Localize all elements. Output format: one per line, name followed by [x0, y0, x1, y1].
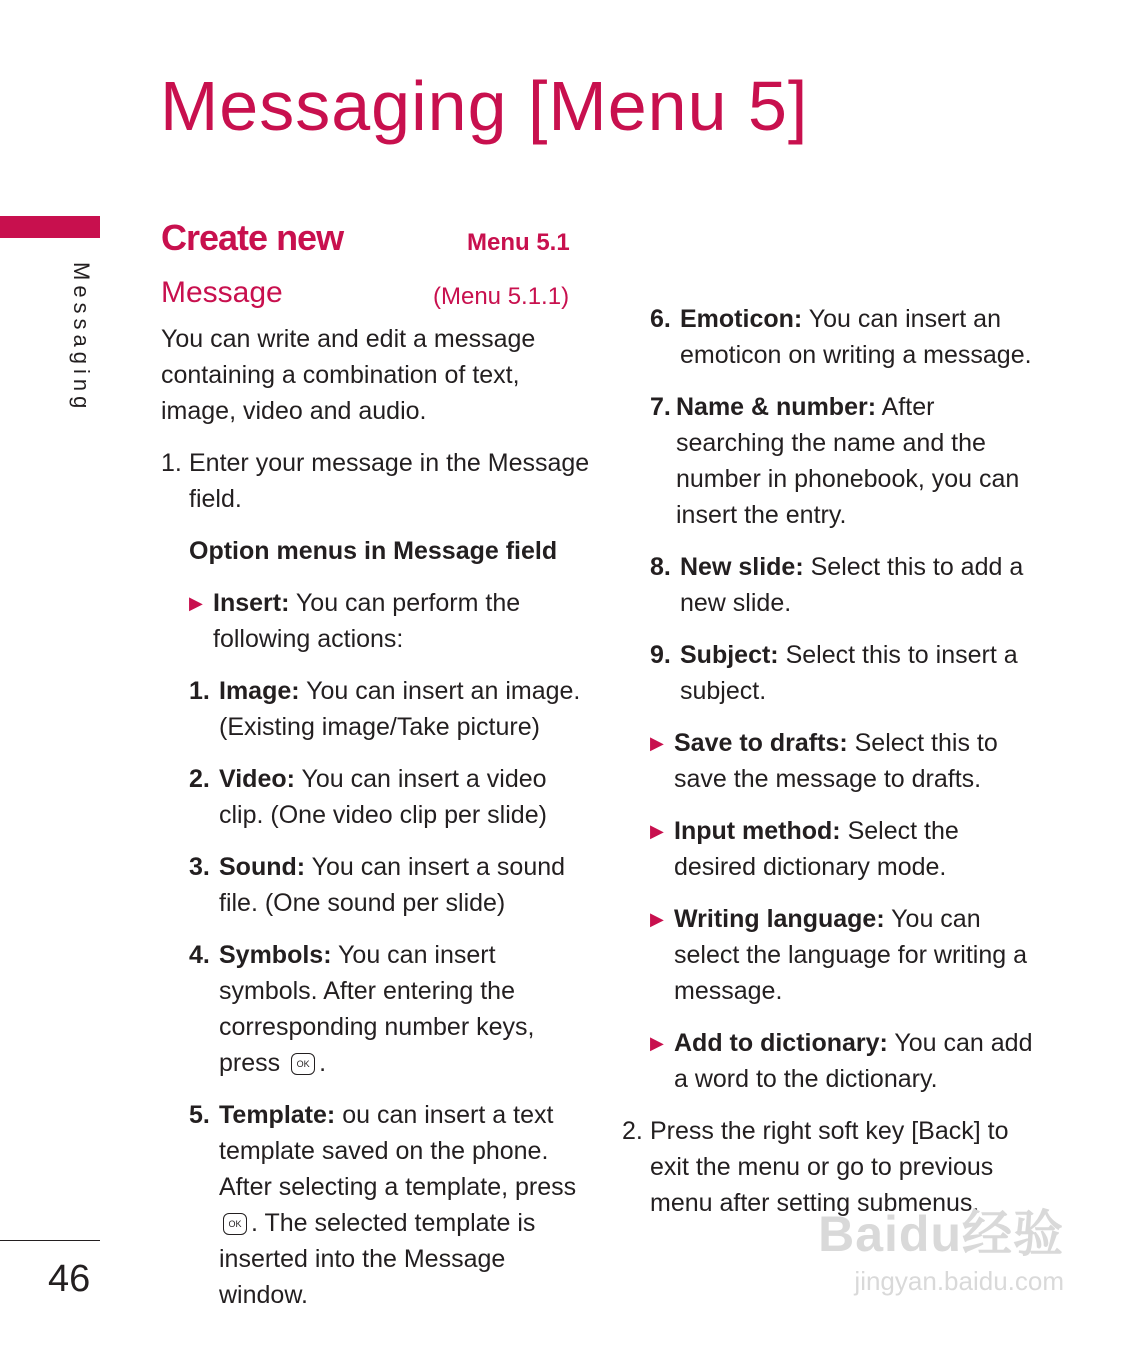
item-label: Emoticon: — [680, 305, 803, 333]
item-number: 3. — [189, 853, 210, 881]
insert-item-subject — [622, 637, 1042, 709]
ok-key-icon: OK — [291, 1053, 315, 1075]
option-input-method — [622, 813, 1042, 885]
item-label: Sound: — [219, 853, 306, 881]
page-title: Messaging [Menu 5] — [160, 67, 809, 145]
step-text: Enter your message in the Message field. — [189, 449, 590, 513]
option-label: Insert: — [213, 589, 290, 617]
option-text: You can add a word to the dictionary. — [674, 1029, 1033, 1093]
item-label: Image: — [219, 677, 300, 705]
side-accent-bar — [0, 216, 100, 238]
options-heading: Option menus in Message field — [189, 537, 558, 565]
item-label: Video: — [219, 765, 295, 793]
insert-option — [161, 585, 591, 657]
item-text: Select this to add a new slide. — [680, 553, 1024, 617]
option-text: Select the desired dictionary mode. — [674, 817, 959, 881]
insert-item-name-number — [622, 389, 1042, 533]
item-text: You can insert an image. (Existing image/Take picture) — [219, 677, 581, 741]
item-label: Template: — [219, 1101, 336, 1129]
insert-item-emoticon — [622, 301, 1042, 373]
item-label: Symbols: — [219, 941, 332, 969]
item-text: You can insert a sound file. (One sound per slide) — [219, 853, 566, 917]
footer-rule — [0, 1240, 100, 1241]
item-label: Subject: — [680, 641, 779, 669]
watermark-url: jingyan.baidu.com — [854, 1266, 1064, 1296]
right-column — [622, 213, 1042, 1221]
option-writing-language — [622, 901, 1042, 1009]
intro-paragraph: You can write and edit a message containing a combination of text, image, video and audio. — [161, 325, 536, 425]
bullet-triangle-icon: ▶ — [650, 909, 664, 929]
insert-item-image — [161, 673, 591, 745]
item-text: After searching the name and the number in phonebook, you can insert the entry. — [676, 393, 1020, 529]
subsection-menu-number: (Menu 5.1.1) — [433, 283, 570, 310]
item-label: Name & number: — [676, 393, 877, 421]
option-text: You can perform the following actions: — [213, 589, 521, 653]
option-text: Select this to save the message to drafts. — [674, 729, 998, 793]
section-title: Create new — [161, 217, 344, 258]
bullet-triangle-icon: ▶ — [189, 593, 203, 613]
subsection-title: Message — [161, 276, 283, 309]
option-add-to-dictionary — [622, 1025, 1042, 1097]
item-text: You can insert symbols. After entering the corresponding number keys, press — [219, 941, 535, 1077]
option-save-to-drafts — [622, 725, 1042, 797]
step-number: 1. — [161, 449, 182, 477]
item-text: You can insert an emoticon on writing a message. — [680, 305, 1032, 369]
bullet-triangle-icon: ▶ — [650, 1033, 664, 1053]
item-number: 4. — [189, 941, 210, 969]
section-header — [161, 213, 591, 271]
subsection-header — [161, 271, 591, 321]
insert-item-new-slide — [622, 549, 1042, 621]
option-label: Add to dictionary: — [674, 1029, 888, 1057]
option-text: You can select the language for writing a message. — [674, 905, 1027, 1005]
item-number: 1. — [189, 677, 210, 705]
section-menu-number: Menu 5.1 — [467, 229, 570, 256]
item-text: Select this to insert a subject. — [680, 641, 1018, 705]
watermark-logo: Baidu经验 — [818, 1206, 1064, 1262]
item-text: ou can insert a text template saved on the phone. After selecting a template, press — [219, 1101, 577, 1201]
item-number: 2. — [189, 765, 210, 793]
item-text-end: . — [319, 1049, 327, 1077]
insert-item-template — [161, 1097, 591, 1313]
bullet-triangle-icon: ▶ — [650, 821, 664, 841]
side-section-label: Messaging — [69, 262, 94, 414]
step-number: 2. — [622, 1117, 643, 1145]
option-label: Writing language: — [674, 905, 885, 933]
insert-item-symbols — [161, 937, 591, 1081]
bullet-triangle-icon: ▶ — [650, 733, 664, 753]
item-number: 5. — [189, 1101, 210, 1129]
item-label: New slide: — [680, 553, 804, 581]
insert-item-sound — [161, 849, 591, 921]
item-number: 7. — [650, 393, 671, 421]
step-text: Press the right soft key [Back] to exit the menu or go to previous menu after setting submenus. — [650, 1117, 1009, 1217]
item-text: You can insert a video clip. (One video clip per slide) — [219, 765, 547, 829]
ok-key-icon: OK — [223, 1213, 247, 1235]
option-label: Save to drafts: — [674, 729, 848, 757]
item-number: 6. — [650, 305, 671, 333]
item-number: 8. — [650, 553, 671, 581]
page-number: 46 — [48, 1258, 91, 1300]
item-number: 9. — [650, 641, 671, 669]
insert-item-video — [161, 761, 591, 833]
step-1 — [161, 445, 591, 517]
item-text-end: . The selected template is inserted into the Message window. — [219, 1209, 536, 1309]
option-label: Input method: — [674, 817, 841, 845]
watermark — [818, 1194, 1064, 1297]
left-column — [161, 213, 591, 1313]
